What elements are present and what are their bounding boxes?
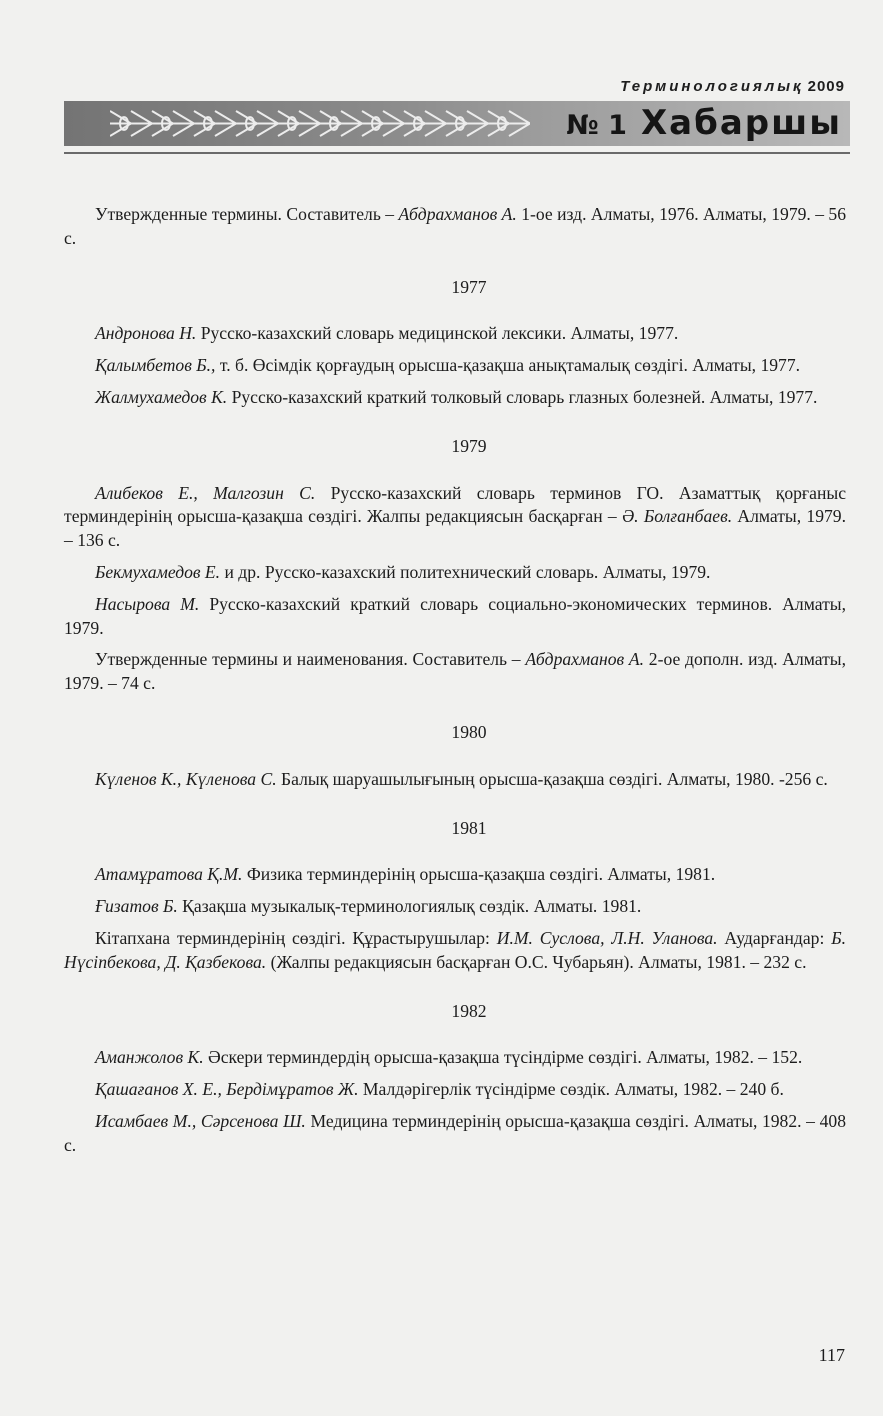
entry-editor: И.М. Суслова, Л.Н. Уланова. (496, 927, 718, 948)
entry-text: Утвержденные термины. Составитель – (95, 204, 399, 224)
entry-text: Әскери терминдердің орысша-қазақша түсіндірме сөздігі. Алматы, 1982. – 152. (203, 1047, 803, 1068)
entry-author: Алибеков Е., Малгозин С. (95, 482, 316, 503)
entry-author: Атамұратова Қ.М. (95, 864, 243, 885)
bibliography-entry (64, 354, 846, 378)
entry-author: Күленов К., Күленова С. (95, 768, 277, 789)
entry-text: Медицина терминдерінің орысша-қазақша сөздігі. Алматы, 1982. – 408 с. (64, 1110, 846, 1155)
entry-text: Русско-казахский словарь терминов ГО. Азаматтық қорғаныс терминдерінің орысша-қазақша сөздігі. Жалпы редакциясын басқарған – (64, 482, 846, 527)
year-heading: 1980 (451, 721, 487, 742)
entry-author: Қашағанов Х. Е., Бердімұратов Ж. (95, 1079, 359, 1100)
entry-text-tail: Алматы, 1979. – 136 с. (64, 506, 846, 551)
entry-author: Жалмухамедов К. (95, 386, 228, 407)
entry-author: Насырова М. (95, 593, 200, 614)
bibliography-entry (64, 322, 846, 346)
entry-text: Балық шаруашылығының орысша-қазақша сөздігі. Алматы, 1980. -256 с. (276, 768, 828, 789)
entry-author: Қалымбетов Б., (95, 355, 216, 376)
bibliography-entry (64, 386, 846, 410)
entry-author: Исамбаев М., Сәрсенова Ш. (95, 1110, 306, 1131)
entry-translators: Б. Нүсіпбекова, Д. Қазбекова. (64, 927, 846, 972)
entry-text: Қазақша музыкалық-терминологиялық сөздік. Алматы. 1981. (177, 896, 642, 917)
entry-author: Бекмухамедов Е. (95, 561, 221, 582)
bibliography-entry (64, 648, 846, 696)
entry-text: Русско-казахский словарь медицинской лексики. Алматы, 1977. (196, 323, 679, 344)
bibliography-entry (64, 895, 846, 919)
year-heading: 1982 (451, 1000, 487, 1021)
kazakh-ornament-icon (110, 107, 530, 140)
header-divider (64, 152, 850, 154)
bibliography-entry (64, 863, 846, 887)
journal-year: 2009 (807, 78, 845, 95)
issue-number: № 1 (566, 110, 627, 141)
entry-text: Русско-казахский краткий толковый словарь глазных болезней. Алматы, 1977. (227, 386, 818, 407)
entry-author: Андронова Н. (95, 323, 197, 344)
entry-text: Утвержденные термины и наименования. Составитель – (95, 649, 526, 670)
entry-text: т. б. Өсімдік қорғаудың орысша-қазақша анықтамалық сөздігі. Алматы, 1977. (215, 355, 801, 376)
entry-text: Кітапхана терминдерінің сөздігі. Құрастырушылар: (95, 927, 497, 948)
entry-text-tail: 2-ое дополн. изд. Алматы, 1979. – 74 с. (64, 649, 846, 694)
entry-text-tail: Аударғандар: (717, 927, 832, 948)
bibliography-list (64, 203, 846, 1158)
bibliography-entry (64, 768, 846, 792)
journal-name-top: Терминологиялық (620, 78, 804, 95)
entry-text-tail: 1-ое изд. Алматы, 1976. Алматы, 1979. – 56 с. (64, 204, 846, 248)
bibliography-entry (64, 203, 846, 251)
bibliography-entry (64, 1110, 846, 1158)
entry-text: Физика терминдерінің орысша-қазақша сөздігі. Алматы, 1981. (242, 864, 716, 885)
entry-editor: Абдрахманов А. (398, 204, 517, 224)
year-heading: 1979 (451, 435, 487, 456)
entry-text-tail: (Жалпы редакциясын басқарған О.С. Чубарьян). Алматы, 1981. – 232 с. (266, 951, 807, 972)
entry-text: и др. Русско-казахский политехнический словарь. Алматы, 1979. (220, 561, 711, 582)
bibliography-entry (64, 561, 846, 585)
journal-header-line (0, 78, 845, 95)
entry-author: Ғизатов Б. (95, 896, 178, 917)
journal-name-main: Хабаршы (640, 103, 842, 143)
journal-banner (64, 101, 850, 146)
journal-title (566, 103, 842, 143)
year-heading: 1981 (451, 817, 487, 838)
entry-author: Аманжолов К. (95, 1047, 204, 1068)
bibliography-entry (64, 1078, 846, 1102)
bibliography-entry (64, 927, 846, 975)
bibliography-entry (64, 593, 846, 641)
year-heading: 1977 (451, 276, 487, 297)
entry-editor: Ә. Болғанбаев. (621, 506, 733, 527)
page-number: 117 (818, 1345, 845, 1365)
bibliography-entry (64, 1046, 846, 1070)
entry-text: Русско-казахский краткий словарь социально-экономических терминов. Алматы, 1979. (64, 593, 846, 638)
entry-editor: Абдрахманов А. (525, 649, 645, 670)
entry-text: Малдәрігерлік түсіндірме сөздік. Алматы, 1982. – 240 б. (358, 1079, 784, 1100)
bibliography-entry (64, 482, 846, 553)
